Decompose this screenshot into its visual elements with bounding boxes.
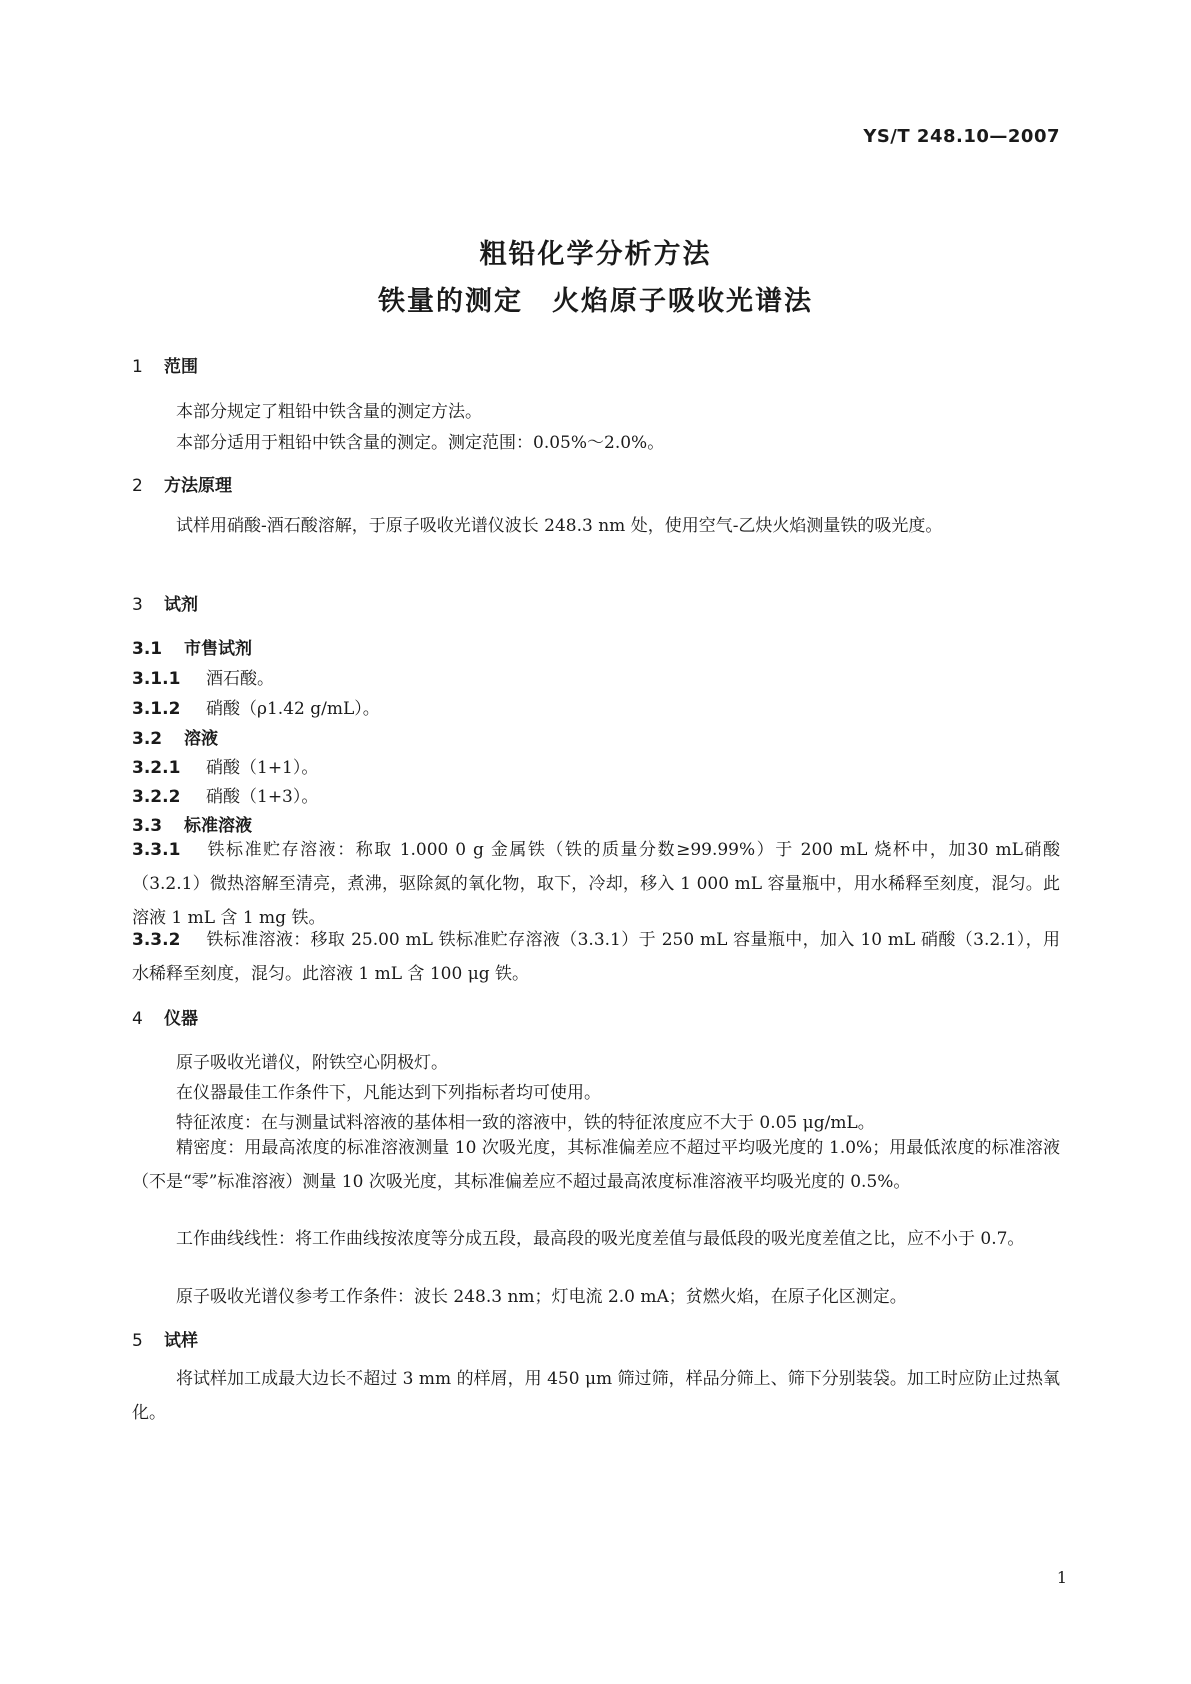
section-title: 仪器 (164, 1009, 198, 1029)
paragraph: 精密度：用最高浓度的标准溶液测量 10 次吸光度，其标准偏差应不超过平均吸光度的 1.0%；用最低浓度的标准溶液（不是“零”标准溶液）测量 10 次吸光度，其标准偏差应不超过最高浓度标准溶液平均吸光度的 0.5%。 (132, 1138, 1060, 1192)
subsection-number: 3.2 (132, 729, 163, 749)
title-line-1: 粗铅化学分析方法 (479, 239, 712, 270)
section-title: 范围 (164, 357, 198, 377)
item-3-2-1 (132, 753, 318, 778)
item-3-1-1 (132, 664, 274, 689)
paragraph: 特征浓度：在与测量试料溶液的基体相一致的溶液中，铁的特征浓度应不大于 0.05 μg/mL。 (176, 1113, 875, 1133)
item-3-2-2 (132, 782, 318, 807)
paragraph: 在仪器最佳工作条件下，凡能达到下列指标者均可使用。 (176, 1083, 601, 1103)
paragraph: 本部分规定了粗铅中铁含量的测定方法。 (176, 402, 482, 422)
item-text: 硝酸（1+1）。 (206, 758, 319, 778)
item-number: 3.3.1 (132, 840, 181, 860)
item-text: 硝酸（1+3）。 (206, 787, 319, 807)
section-title: 试剂 (164, 595, 198, 615)
item-3-3-2 (132, 923, 1060, 991)
section-number: 4 (132, 1009, 143, 1029)
subsection-title: 市售试剂 (184, 639, 252, 659)
item-text: 铁标准贮存溶液：称取 1.000 0 g 金属铁（铁的质量分数≥99.99%）于 200 mL 烧杯中，加30 mL硝酸（3.2.1）微热溶解至清亮，煮沸，驱除氮的氧化物，取下，冷却，移入 1 000 mL 容量瓶中，用水稀释至刻度，混匀。此溶液 1 mL 含 1 mg 铁。 (132, 840, 1060, 928)
subsection-title: 标准溶液 (184, 816, 252, 836)
subsection-number: 3.1 (132, 639, 163, 659)
section-title: 方法原理 (164, 476, 232, 496)
section-title: 试样 (164, 1331, 198, 1351)
paragraph: 将试样加工成最大边长不超过 3 mm 的样屑，用 450 μm 筛过筛，样品分筛上、筛下分别装袋。加工时应防止过热氧化。 (132, 1369, 1060, 1423)
item-number: 3.1.2 (132, 699, 181, 719)
item-3-1-2 (132, 694, 380, 719)
page-number: 1 (1056, 1568, 1067, 1587)
paragraph: 本部分适用于粗铅中铁含量的测定。测定范围：0.05%～2.0%。 (176, 433, 665, 453)
item-text: 酒石酸。 (206, 669, 274, 689)
subsection-number: 3.3 (132, 816, 163, 836)
item-text: 硝酸（ρ1.42 g/mL）。 (206, 699, 380, 719)
paragraph: 原子吸收光谱仪参考工作条件：波长 248.3 nm；灯电流 2.0 mA；贫燃火焰，在原子化区测定。 (176, 1287, 907, 1307)
subsection-title: 溶液 (184, 729, 218, 749)
section-number: 3 (132, 595, 143, 615)
section-1-heading (132, 352, 198, 377)
title-line-2: 铁量的测定 火焰原子吸收光谱法 (378, 286, 813, 317)
item-number: 3.3.2 (132, 930, 181, 950)
item-3-3-1 (132, 833, 1060, 935)
subsection-3-1-heading (132, 634, 252, 659)
item-number: 3.2.1 (132, 758, 181, 778)
section-number: 1 (132, 357, 143, 377)
section-number: 2 (132, 476, 143, 496)
section-5-heading (132, 1326, 198, 1351)
subsection-3-2-heading (132, 724, 218, 749)
item-number: 3.1.1 (132, 669, 181, 689)
section-4-heading (132, 1004, 198, 1029)
paragraph: 工作曲线线性：将工作曲线按浓度等分成五段，最高段的吸光度差值与最低段的吸光度差值之比，应不小于 0.7。 (176, 1229, 1025, 1249)
section-number: 5 (132, 1331, 143, 1351)
section-2-heading (132, 471, 232, 496)
paragraph: 试样用硝酸-酒石酸溶解，于原子吸收光谱仪波长 248.3 nm 处，使用空气-乙炔火焰测量铁的吸光度。 (176, 516, 943, 536)
standard-number: YS/T 248.10—2007 (863, 126, 1060, 147)
item-text: 铁标准溶液：移取 25.00 mL 铁标准贮存溶液（3.3.1）于 250 mL 容量瓶中，加入 10 mL 硝酸（3.2.1），用水稀释至刻度，混匀。此溶液 1 mL 含 100 μg 铁。 (132, 930, 1060, 984)
section-3-heading (132, 590, 198, 615)
paragraph: 原子吸收光谱仪，附铁空心阴极灯。 (176, 1053, 448, 1073)
item-number: 3.2.2 (132, 787, 181, 807)
